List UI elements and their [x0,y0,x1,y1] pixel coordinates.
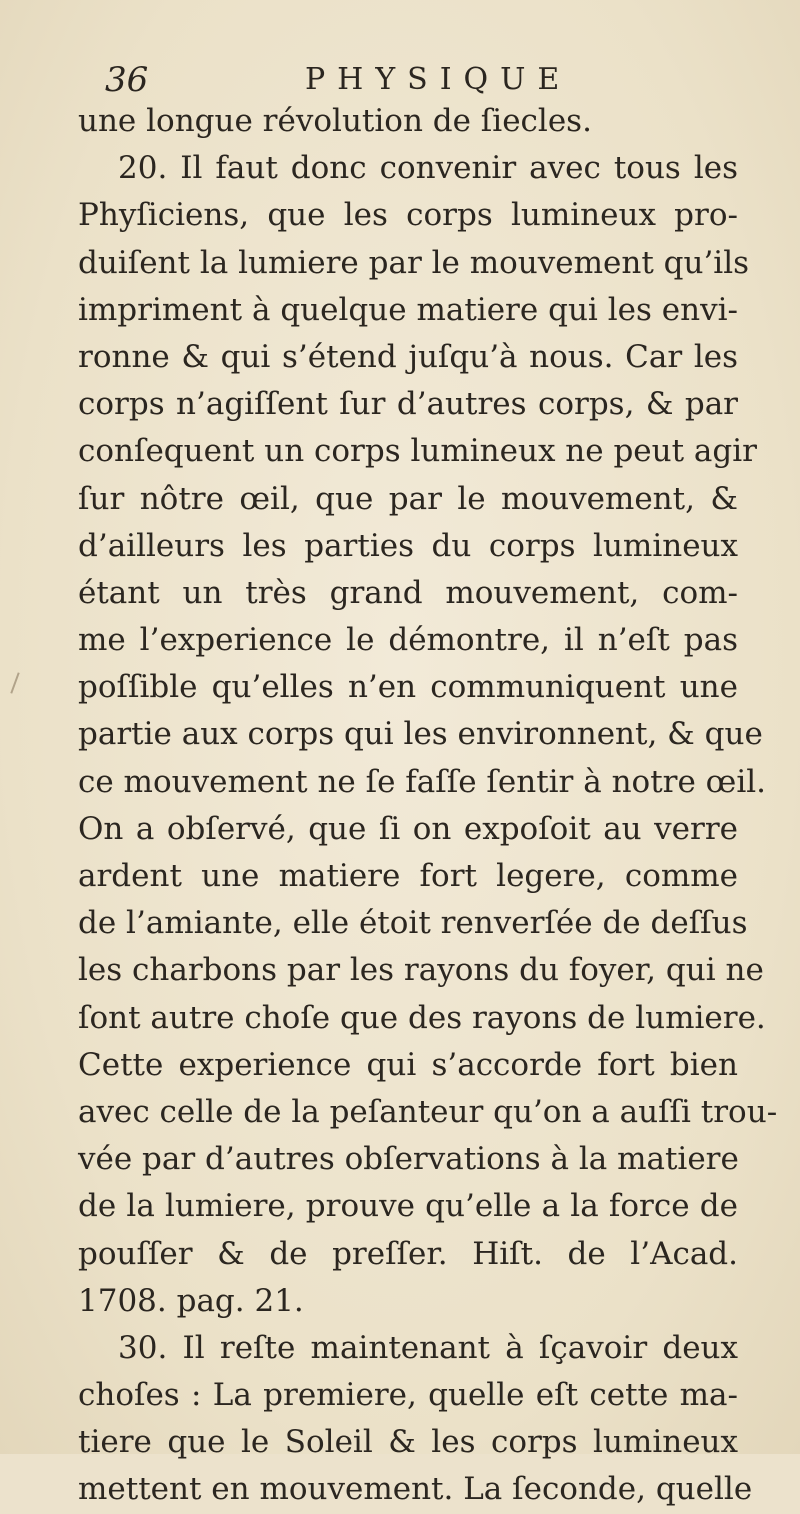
text-line: poſſible qu’elles n’en communiquent une [78,669,738,706]
text-line: ce mouvement ne ſe faſſe ſentir à notre œil. [78,763,767,800]
text-line: étant un très grand mouvement, com- [78,574,738,611]
text-line: 1708. pag. 21. [78,1282,304,1319]
text-line: de l’amiante, elle étoit renverſée de deſſus [78,905,748,942]
text-line: de la lumiere, prouve qu’elle a la force de [78,1188,738,1225]
text-line: 20. Il faut donc convenir avec tous les [118,150,738,187]
text-line: d’ailleurs les parties du corps lumineux [78,527,738,564]
text-line: mettent en mouvement. La ſeconde, quelle [78,1471,753,1508]
text-line: duiſent la lumiere par le mouvement qu’ils [78,244,750,281]
text-line: me l’experience le démontre, il n’eſt pas [78,622,738,659]
text-line: corps n’agiſſent ſur d’autres corps, & par [78,386,738,423]
text-line: pouſſer & de preſſer. Hiſt. de l’Acad. [78,1235,738,1272]
text-line: choſes : La premiere, quelle eſt cette ma- [78,1377,738,1414]
text-line: les charbons par les rayons du foyer, qui ne [78,952,764,989]
running-title: PHYSIQUE [305,62,572,97]
text-line: ardent une matiere fort legere, comme [78,858,738,894]
text-line: impriment à quelque matiere qui les envi- [78,291,738,328]
text-line: tiere que le Soleil & les corps lumineux [78,1424,738,1461]
text-line: une longue révolution de ſiecles. [78,103,592,139]
page-number: 36 [105,60,149,100]
text-line: conſequent un corps lumineux ne peut agir [78,433,757,470]
text-line: partie aux corps qui les environnent, & que [78,716,763,753]
page-header [105,58,725,102]
text-line: ſur nôtre œil, que par le mouvement, & [78,480,738,517]
text-line: ronne & qui s’étend juſqu’à nous. Car les [78,338,738,375]
margin-pencil-mark [10,672,19,693]
body-text [78,98,778,1514]
text-line: On a obſervé, que ſi on expoſoit au verre [78,810,738,847]
text-line: ſont autre choſe que des rayons de lumiere. [78,999,766,1036]
text-line: Phyſiciens, que les corps lumineux pro- [78,197,738,234]
text-line: avec celle de la peſanteur qu’on a auſſi trou- [78,1093,778,1130]
text-line: 30. Il reſte maintenant à ſçavoir deux [118,1329,738,1366]
text-line: Cette experience qui s’accorde fort bien [78,1046,738,1083]
text-line: vée par d’autres obſervations à la matiere [78,1141,739,1178]
